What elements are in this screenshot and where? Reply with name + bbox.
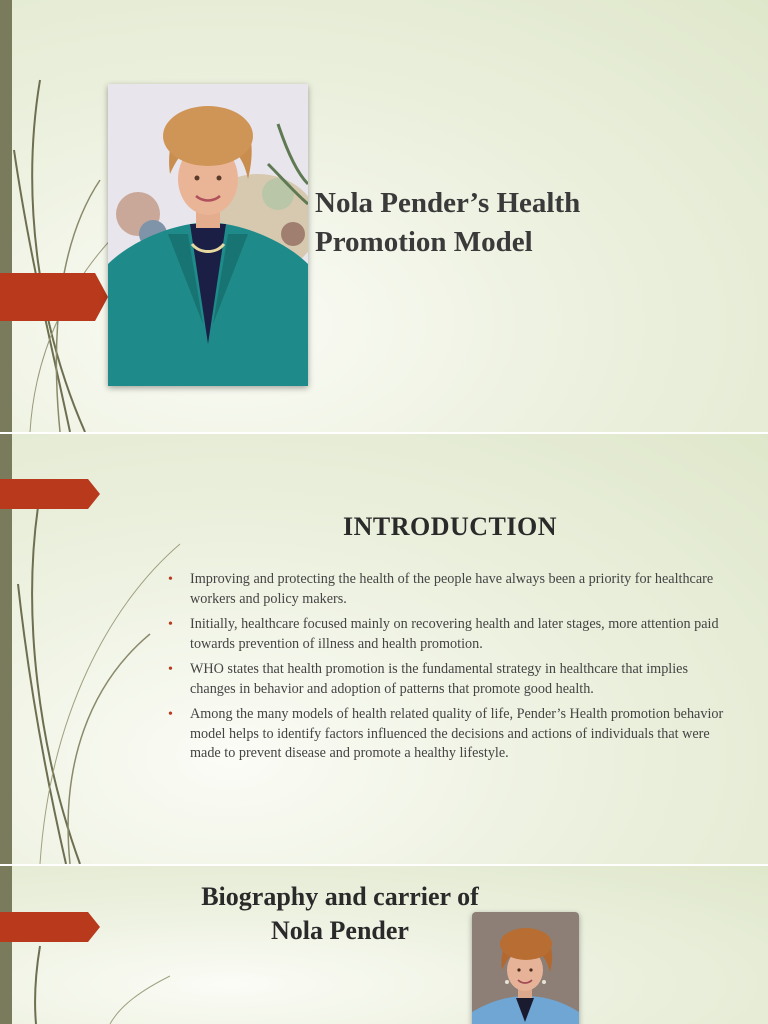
bullet-item: • Among the many models of health related quality of life, Pender’s Health promotion behavior model helps to identify factors influenced the decisions and actions of individuals that were made to prevent disease and promote a healthy lifestyle. xyxy=(190,705,730,764)
slide-biography xyxy=(0,866,768,1024)
bullet-item: • WHO states that health promotion is the fundamental strategy in healthcare that implies changes in behavior and adoption of patterns that promote good health. xyxy=(190,660,730,699)
red-arrow-marker xyxy=(0,479,100,509)
left-accent-bar xyxy=(0,0,12,432)
bullet-list xyxy=(190,570,730,770)
nola-pender-headshot xyxy=(472,912,579,1024)
slide-title xyxy=(0,0,768,432)
section-heading xyxy=(170,880,510,948)
bullet-item: • Improving and protecting the health of the people have always been a priority for healthcare workers and policy makers. xyxy=(190,570,730,609)
nola-pender-portrait xyxy=(108,84,308,386)
left-accent-bar xyxy=(0,866,12,1024)
red-arrow-marker xyxy=(0,912,100,942)
bullet-item: • Initially, healthcare focused mainly on recovering health and later stages, more attention paid towards prevention of illness and health promotion. xyxy=(190,615,730,654)
title-line: Biography and carrier of xyxy=(201,882,479,911)
red-arrow-marker xyxy=(0,273,108,321)
section-heading: INTRODUCTION xyxy=(342,512,558,541)
slide-introduction xyxy=(0,434,768,864)
title-line: Nola Pender xyxy=(271,916,409,945)
slide-title-text: Nola Pender’s Health Promotion Model xyxy=(315,187,581,258)
